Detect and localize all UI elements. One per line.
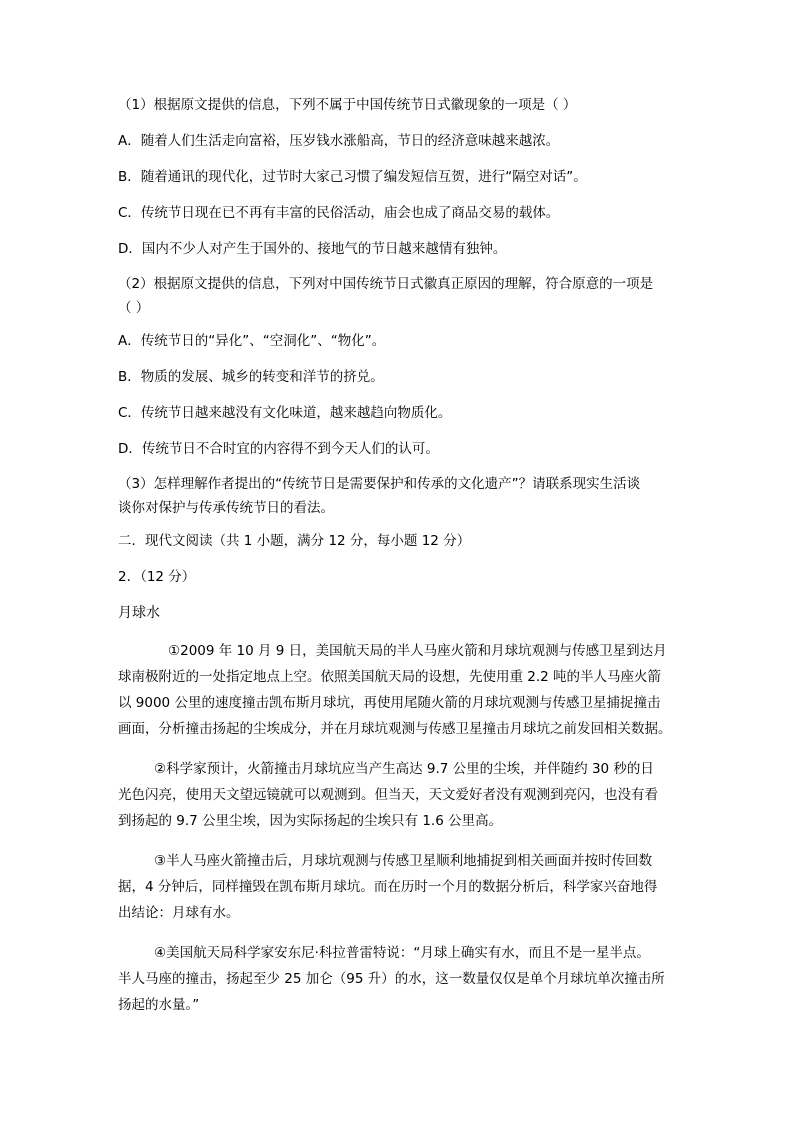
q2-option-c: C．传统节日越来越没有文化味道，越来越趋向物质化。 xyxy=(118,405,452,421)
paragraph-line: 据，4 分钟后，同样撞毁在凯布斯月球坑。而在历时一个月的数据分析后，科学家兴奋地得 xyxy=(118,879,658,895)
paragraph-line: ③半人马座火箭撞击后，月球坑观测与传感卫星顺利地捕捉到相关画面并按时传回数 xyxy=(154,853,653,869)
paragraph-line: 半人马座的撞击，扬起至少 25 加仑（95 升）的水，这一数量仅仅是单个月球坑单次撞击所 xyxy=(118,971,665,987)
q2-option-a: A．传统节日的“异化”、“空洞化”、“物化”。 xyxy=(118,333,386,349)
q2-stem-line1: （2）根据原文提供的信息，下列对中国传统节日式徽真正原因的理解，符合原意的一项是 xyxy=(118,276,654,292)
q2-stem-line2: （ ） xyxy=(118,300,150,316)
paragraph-line: 以 9000 公里的速度撞击凯布斯月球坑，再使用尾随火箭的月球坑观测与传感卫星捕捉撞击 xyxy=(118,695,661,711)
q2-option-d: D．传统节日不合时宜的内容得不到今天人们的认可。 xyxy=(118,441,439,457)
passage-paragraph-3 xyxy=(118,848,688,926)
paragraph-line: 出结论：月球有水。 xyxy=(118,905,240,921)
passage-paragraph-2 xyxy=(118,756,688,834)
paragraph-line: ①2009 年 10 月 9 日，美国航天局的半人马座火箭和月球坑观测与传感卫星到达月 xyxy=(168,643,667,659)
paragraph-line: 光色闪亮，使用天文望远镜就可以观测到。但当天，天文爱好者没有观测到亮闪，也没有看 xyxy=(118,787,658,803)
q3-stem-line1: （3）怎样理解作者提出的“传统节日是需要保护和传承的文化遗产”？请联系现实生活谈 xyxy=(118,476,641,492)
passage-paragraph-4 xyxy=(118,940,688,1018)
passage-title: 月球水 xyxy=(118,605,160,621)
q3-stem xyxy=(118,472,688,520)
section-header: 二．现代文阅读（共 1 小题，满分 12 分，每小题 12 分） xyxy=(118,533,471,549)
paragraph-line: 扬起的水量。” xyxy=(118,997,200,1013)
paragraph-line: 画面，分析撞击扬起的尘埃成分，并在月球坑观测与传感卫星撞击月球坑之前发回相关数据。 xyxy=(118,721,672,737)
q1-stem: （1）根据原文提供的信息，下列不属于中国传统节日式徽现象的一项是（ ） xyxy=(118,97,577,113)
paragraph-line: 球南极附近的一处指定地点上空。依照美国航天局的设想，先使用重 2.2 吨的半人马座火箭 xyxy=(118,669,662,685)
passage-paragraph-1 xyxy=(118,638,688,742)
question-number: 2．（12 分） xyxy=(118,569,196,585)
q3-stem-line2: 谈你对保护与传承传统节日的看法。 xyxy=(118,500,334,516)
paragraph-line: ④美国航天局科学家安东尼·科拉普雷特说：“月球上确实有水，而且不是一星半点。 xyxy=(154,945,650,961)
paragraph-line: 到扬起的 9.7 公里尘埃，因为实际扬起的尘埃只有 1.6 公里高。 xyxy=(118,813,503,829)
q1-option-a: A．随着人们生活走向富裕，压岁钱水涨船高，节日的经济意味越来越浓。 xyxy=(118,133,560,149)
q1-option-c: C．传统节日现在已不再有丰富的民俗活动，庙会也成了商品交易的载体。 xyxy=(118,205,560,221)
q1-option-b: B．随着通讯的现代化，过节时大家己习惯了编发短信互贺，进行“隔空对话”。 xyxy=(118,169,587,185)
q2-option-b: B．物质的发展、城乡的转变和洋节的挤兑。 xyxy=(118,369,384,385)
q2-stem xyxy=(118,272,688,320)
document-page xyxy=(118,92,688,1032)
q1-option-d: D．国内不少人对产生于国外的、接地气的节日越来越情有独钟。 xyxy=(118,241,507,257)
paragraph-line: ②科学家预计，火箭撞击月球坑应当产生高达 9.7 公里的尘埃，并伴随约 30 秒的日 xyxy=(154,761,654,777)
